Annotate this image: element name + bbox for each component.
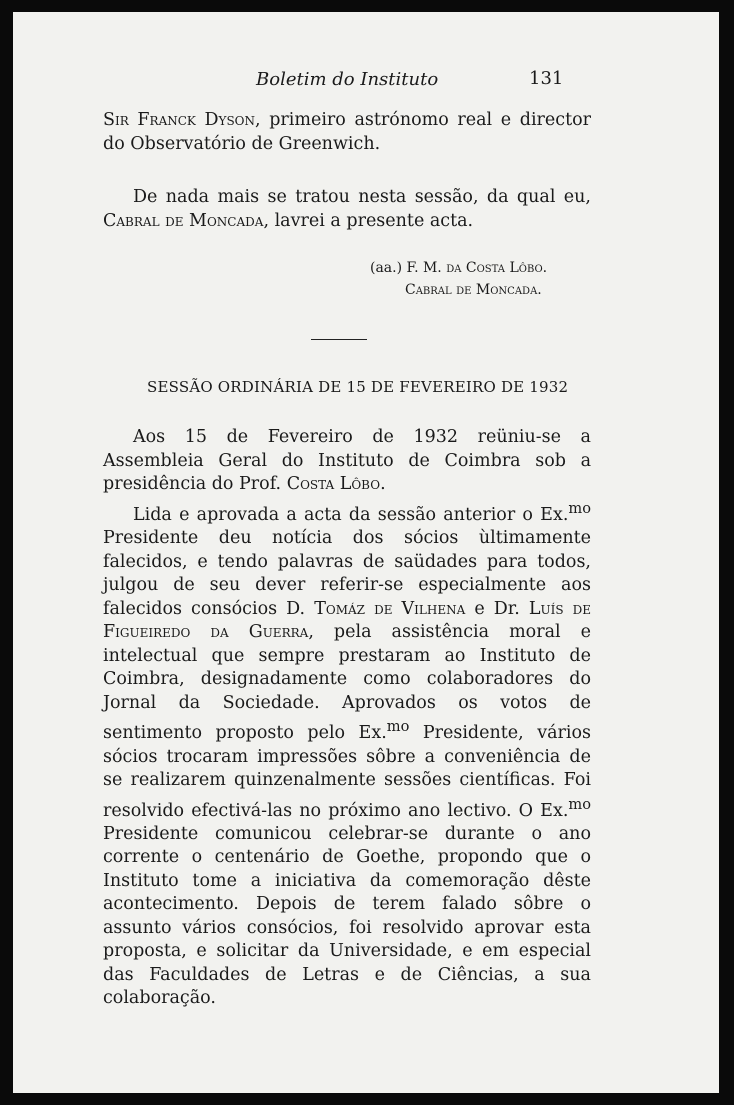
running-title: Boletim do Instituto <box>256 69 439 90</box>
paragraph-text: Presidente, vários sócios trocaram impressões sôbre a conveniência de se realizarem quinzenalmente sessões científicas. Foi resolvido efectivá-las no próximo ano lectivo. O Ex. <box>103 723 591 821</box>
paragraph-1 <box>103 426 591 497</box>
signature-line-2 <box>405 281 542 299</box>
paragraph-text: De nada mais se tratou nesta sessão, da qual eu, <box>133 187 591 207</box>
paragraph-2 <box>103 497 591 1011</box>
signature-line-1 <box>370 259 547 277</box>
paragraph-text: e Dr. <box>465 598 529 619</box>
page-number: 131 <box>529 68 564 89</box>
closing-paragraph <box>103 186 591 233</box>
person-name: Luís de Figueiredo da Guerra <box>103 598 592 643</box>
paragraph-text: Presidente deu notícia dos sócios ùltimamente falecidos, e tendo palavras de saüdades para todos, julgou de seu dever referir-se especialmente aos falecidos consócios D. <box>103 528 591 619</box>
paragraph-text: , pela assistência moral e intelectual que sempre prestaram ao Instituto de Coimbra, designadamente como colaboradores do Jornal da Sociedade. Aprovados os votos de sentimento proposto pelo Ex. <box>103 622 591 744</box>
book-page <box>13 12 719 1093</box>
section-heading: SESSÃO ORDINÁRIA DE 15 DE FEVEREIRO DE 1932 <box>147 378 569 396</box>
signature-prefix: (aa.) <box>370 260 407 276</box>
superscript: mo <box>568 500 591 517</box>
person-name: Tomáz de Vilhena <box>314 598 466 619</box>
paragraph-text: Lida e aprovada a acta da sessão anterior o Ex. <box>133 504 569 525</box>
paragraph-text: . <box>380 474 386 494</box>
paragraph-text: , lavrei a presente acta. <box>263 210 474 231</box>
page-header <box>13 69 719 99</box>
top-paragraph <box>103 109 591 156</box>
signature-name: Cabral de Moncada. <box>405 282 542 298</box>
president-name: Costa Lôbo <box>286 474 381 494</box>
secretary-name: Cabral de Moncada <box>103 210 264 231</box>
person-name: Sir Franck Dyson <box>103 110 256 130</box>
section-divider <box>311 339 367 340</box>
superscript: mo <box>386 718 410 736</box>
signature-name: F. M. da Costa Lôbo. <box>406 260 548 276</box>
paragraph-text: Presidente comunicou celebrar-se durante o ano corrente o centenário de Goethe, propondo que o Instituto tome a iniciativa da comemoração dêste acontecimento. Depois de terem falado sôbre o assunto vários consócios, foi resolvido aprovar esta proposta, e solicitar da Universidade, e em especial das Faculdades de Letras e de Ciências, a sua colaboração. <box>103 823 591 1009</box>
superscript: mo <box>568 795 591 813</box>
paragraph-text: Aos 15 de Fevereiro de 1932 reüniu-se a Assembleia Geral do Instituto de Coimbra sob a presidência do Prof. <box>103 427 591 494</box>
paragraph-text: , primeiro astrónomo real e director do Observatório de Greenwich. <box>103 110 592 154</box>
